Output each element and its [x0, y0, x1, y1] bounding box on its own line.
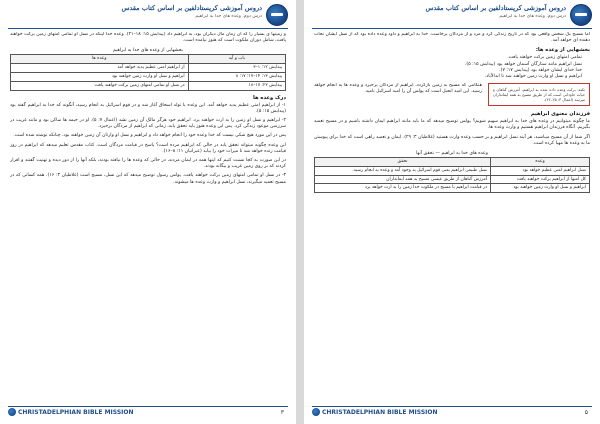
header-subtitle: درس دوم: وعده های خدا به ابراهیم [499, 14, 566, 19]
footer-logo-icon [8, 408, 16, 416]
page-header [312, 3, 592, 27]
fulfilment-table [314, 150, 590, 193]
table-row [315, 184, 590, 193]
header-subtitle: درس دوم: وعده های خدا به ابراهیم [195, 14, 262, 19]
table-caption: بخشهایی از وعده های خدا به ابراهیم [113, 48, 183, 54]
header-title: دروس آموزشی کریستادلفین بر اساس کتاب مقدس [121, 4, 262, 12]
table-cell: ابراهیم و نسل او وارث زمین خواهند بود [11, 73, 189, 82]
table-header-cell: وعده ها [11, 55, 189, 64]
table-row [11, 81, 286, 90]
page-footer [312, 406, 592, 418]
table-row [11, 73, 286, 82]
table-cell: آمرزش گناهان از طریق عیسی مسیح به همه ایمانداران [315, 175, 491, 184]
body-paragraph: هنگامی که مسیح به زمین بازگردد، ابراهیم از مردگان برخیزد و وعده ها به انجام خواهد رسید. این امید انجیل است که پولس آن را امید اسرائیل نامید. [314, 83, 482, 95]
header-divider [8, 28, 288, 29]
body-paragraph: ۲- ابراهیم و نسل او زمین را به ارث خواهند برد. ابراهیم خود هرگز مالک آن زمین نشد (اعمال ۷: ۵). او در خیمه ها ساکن بود و مانند غریب در سرزمین موعود زندگی کرد. پس این وعده هنوز باید تحقق یابد، زمانی که ابراهیم از مردگان برخیزد. [10, 118, 286, 130]
list-item: • نسل ابراهیم مانند ستارگان آسمان خواهد بود (پیدایش ۱۵: ۵). [314, 62, 582, 68]
table-cell: کل امتها از ابراهیم برکت خواهند یافت [491, 175, 590, 184]
table-cell: نسل ابراهیم امتی عظیم خواهد بود [491, 166, 590, 175]
table-cell: نسل طبیعی ابراهیم یعنی قوم اسرائیل به وجود آمد و وعده به انجام رسید. [315, 166, 491, 175]
footer-divider [8, 406, 288, 407]
header-title: دروس آموزشی کریستادلفین بر اساس کتاب مقدس [425, 4, 566, 12]
page-header [8, 3, 288, 27]
table-header-cell: باب و آیه [188, 55, 285, 64]
page-number: ۳ [280, 409, 284, 416]
table-cell: پیدایش ۱۲: ۱–۳ [188, 64, 285, 73]
section-heading: درک وعده ها [253, 94, 286, 101]
note-section [314, 83, 590, 108]
body-paragraph: این وعده چگونه میتواند تحقق یابد در حالی که ابراهیم مرده است؟ پاسخ در قیامت مردگان است. کتاب مقدس تعلیم میدهد که ابراهیم در روز قیامت زنده خواهد شد تا میراث خود را بیابد (عبرانیان ۱۱: ۸–۱۶). [10, 142, 286, 154]
section-heading: فرزندان معنوی ابراهیم [530, 111, 590, 118]
promises-list [314, 55, 590, 80]
body-paragraph: اگر شما از آن مسیح میباشید، هر آینه نسل ابراهیم و بر حسب وعده وارث هستید (غلاطیان ۳: ۲۹). ایمان و تعمید راهی است که خدا برای پیوستن ما به وعده ها مهیا کرده است. [314, 134, 590, 146]
body-paragraph: ۳- در نسل او تمامی امتهای زمین برکت خواهند یافت. پولس رسول توضیح میدهد که این نسل، مسیح است (غلاطیان ۳: ۱۶). همه کسانی که در مسیح تعمید میگیرند، نسل ابراهیم و وارث وعده ها میشوند. [10, 173, 286, 185]
page-left [0, 0, 296, 424]
table-cell: پیدایش ۲۲: ۱۷–۱۸ [188, 81, 285, 90]
table-row [315, 166, 590, 175]
page-right [304, 0, 600, 424]
body-paragraph: پس در این مورد هیچ شکی نیست که خدا وعده خود را انجام خواهد داد و ابراهیم و نسل او وارثان آن زمین خواهند بود، چنانکه نوشته شده است. [13, 133, 286, 139]
header-divider [312, 28, 592, 29]
mission-logo-icon [570, 4, 592, 26]
body-paragraph: در این صورت به کجا نسبت کنیم که اینها همه در ایمان مردند، در حالی که وعده ها را نیافته بودند، بلکه آنها را از دور دیده و تهنیت گفتند و اقرار کردند که بر روی زمین غریب و بیگانه بودند. [10, 158, 286, 170]
mission-logo-icon [266, 4, 288, 26]
table-cell: در قیامت ابراهیم با مسیح در ملکوت خدا زمین را به ارث خواهد برد [315, 184, 491, 193]
body-paragraph: ما چگونه میتوانیم در وعده های خدا به ابراهیم سهیم شویم؟ پولس توضیح میدهد که ما باید مانند ابراهیم ایمان داشته باشیم و در مسیح تعمید بگیریم. آنگاه فرزندان ابراهیم هستیم و وارث وعده ها. [314, 119, 590, 131]
list-item: • خدا خدای ایشان خواهد بود (پیدایش ۱۷: ۷). [314, 68, 582, 74]
page-footer [8, 406, 288, 418]
table-cell: پیدایش ۱۳: ۱۴–۱۷؛ ۱۷: ۸ [188, 73, 285, 82]
sub-heading: بخشهایی از وعده ها: [535, 47, 590, 54]
side-note-box [488, 83, 590, 106]
intro-paragraph: اما مسیح یک شخص واقعی بود که در تاریخ زندگی کرد و مرد و از مردگان برخاست. خدا به ابراهیم و داود وعده داده بود که از نسل ایشان نجات دهنده ای خواهد آمد. [314, 32, 590, 44]
table-cell: ابراهیم و نسل او وارث زمین خواهند بود [491, 184, 590, 193]
promises-table [10, 47, 286, 90]
page-content [314, 32, 590, 402]
side-note-text: نکته: برکت وعده داده شده به ابراهیم، آمرزش گناهان و حیات جاودانی است که از طریق مسیح به همه ایمانداران میرسد (اعمال ۳: ۲۵–۲۶). [493, 87, 585, 103]
page-gutter [296, 0, 304, 424]
footer-logo-icon [312, 408, 320, 416]
table-row [11, 64, 286, 73]
table-cell: از ابراهیم امتی عظیم پدید خواهد آمد [11, 64, 189, 73]
table-header-cell: تحقق [315, 158, 491, 167]
table-header-row [315, 158, 590, 167]
table-row [315, 175, 590, 184]
table-cell: در نسل او تمامی امتهای زمین برکت خواهند یافت [11, 81, 189, 90]
table-header-cell: وعده [491, 158, 590, 167]
list-item: • تمامی امتهای زمین برکت خواهند یافت. [314, 55, 582, 61]
table-caption: وعده های خدا به ابراهیم — تحقق آنها [416, 151, 488, 157]
table-header-row [11, 55, 286, 64]
body-paragraph: ۱- از ابراهیم امتی عظیم پدید خواهد آمد. این وعده با تولد اسحاق آغاز شد و در قوم اسرائیل به انجام رسید، آنگونه که خدا به ابراهیم گفته بود (پیدایش ۱۵: ۵). [10, 102, 286, 114]
page-content [10, 32, 286, 402]
footer-brand: CHRISTADELPHIAN BIBLE MISSION [322, 409, 438, 416]
list-item: • ابراهیم و نسل او وارث زمین خواهند شد تا ابدالآباد. [314, 74, 582, 80]
intro-paragraph: و زمینها ی بسیار را که آن زمان مال دیگران بود، به ابراهیم داد (پیدایش ۱۵: ۱۸–۲۱). وعده خدا اینکه در نسل او تمامی امتهای زمین برکت خواهند یافت، شامل دوران ملکوت است که هنوز نیامده است. [10, 32, 286, 44]
page-number: ۵ [584, 409, 588, 416]
footer-divider [312, 406, 592, 407]
footer-brand: CHRISTADELPHIAN BIBLE MISSION [18, 409, 134, 416]
